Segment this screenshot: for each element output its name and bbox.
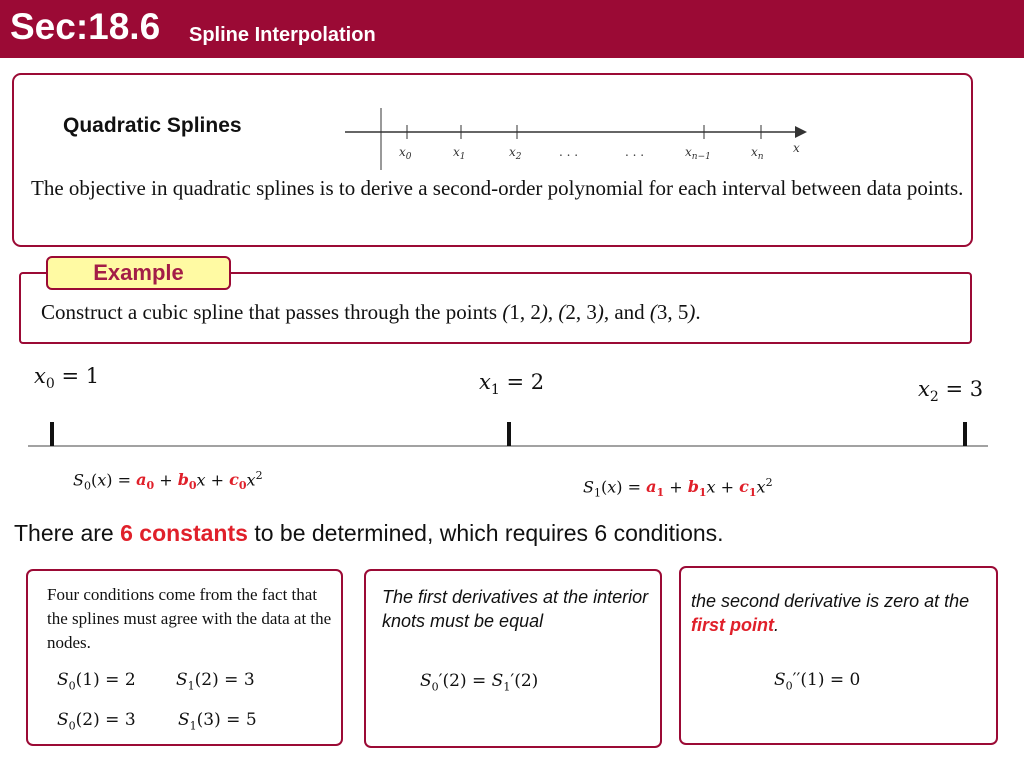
example-text: Construct a cubic spline that passes through the points (1, 2), (2, 3), and (3, 5).	[41, 300, 701, 324]
spline-eq-1: $S_1(x) = a_1 + b_1x + c_1x^2$	[583, 476, 773, 500]
condition-second-derivative-text: the second derivative is zero at the first point.	[691, 591, 970, 635]
example-prefix: Construct a cubic spline that passes through the points	[41, 300, 503, 324]
axis-label-xn: $x_n$	[751, 145, 764, 162]
point-2: 2, 3	[565, 300, 597, 324]
knot-number-line	[28, 418, 994, 452]
constants-statement: There are 6 constants to be determined, which requires 6 conditions.	[14, 520, 724, 546]
condition-eq-3: $S_0(2) = 3$	[57, 710, 136, 733]
axis-label-dots: . . .	[559, 145, 579, 159]
knot-label-1: $x_1 = 2$	[479, 370, 545, 399]
axis-figure	[335, 104, 815, 174]
condition-eq-4: $S_1(3) = 5$	[178, 710, 257, 733]
objective-text: The objective in quadratic splines is to derive a second-order polynomial for each interval between data points.	[31, 176, 964, 200]
axis-label-x: x	[793, 141, 800, 155]
condition-eq-1: $S_0(1) = 2$	[57, 670, 136, 693]
section-title: Spline Interpolation	[189, 24, 376, 46]
condition-values-text: Four conditions come from the fact that the splines must agree with the data at the nodes.	[47, 585, 332, 652]
section-number: Sec:18.6	[10, 6, 161, 47]
axis-label-x1: $x_1$	[453, 145, 466, 162]
constants-highlight: 6 constants	[120, 520, 248, 546]
condition-first-derivative-text: The first derivatives at the interior knots must be equal	[382, 587, 649, 631]
point-3: 3, 5	[656, 300, 689, 324]
axis-label-x2: $x_2$	[509, 145, 522, 162]
title-bar	[0, 0, 1024, 58]
condition-second-derivative-eq: $S_0''(1) = 0$	[774, 670, 861, 693]
knot-label-2: $x_2 = 3$	[918, 377, 984, 406]
axis-label-x0: $x_0$	[399, 145, 412, 162]
spline-eq-0: $S_0(x) = a_0 + b_0x + c_0x^2$	[73, 469, 263, 493]
quadratic-splines-heading: Quadratic Splines	[63, 114, 242, 137]
condition-eq-2: $S_1(2) = 3$	[176, 670, 255, 693]
point-1: 1, 2	[509, 300, 541, 324]
example-tab: Example	[46, 256, 231, 290]
first-point-highlight: first point	[691, 615, 774, 635]
axis-label-dots: . . .	[625, 145, 645, 159]
knot-label-0: $x_0 = 1$	[34, 364, 100, 393]
condition-first-derivative-eq: $S_0'(2) = S_1'(2)$	[420, 671, 539, 694]
axis-arrow	[795, 126, 807, 138]
axis-label-xn-1: $x_{n-1}$	[685, 145, 711, 162]
